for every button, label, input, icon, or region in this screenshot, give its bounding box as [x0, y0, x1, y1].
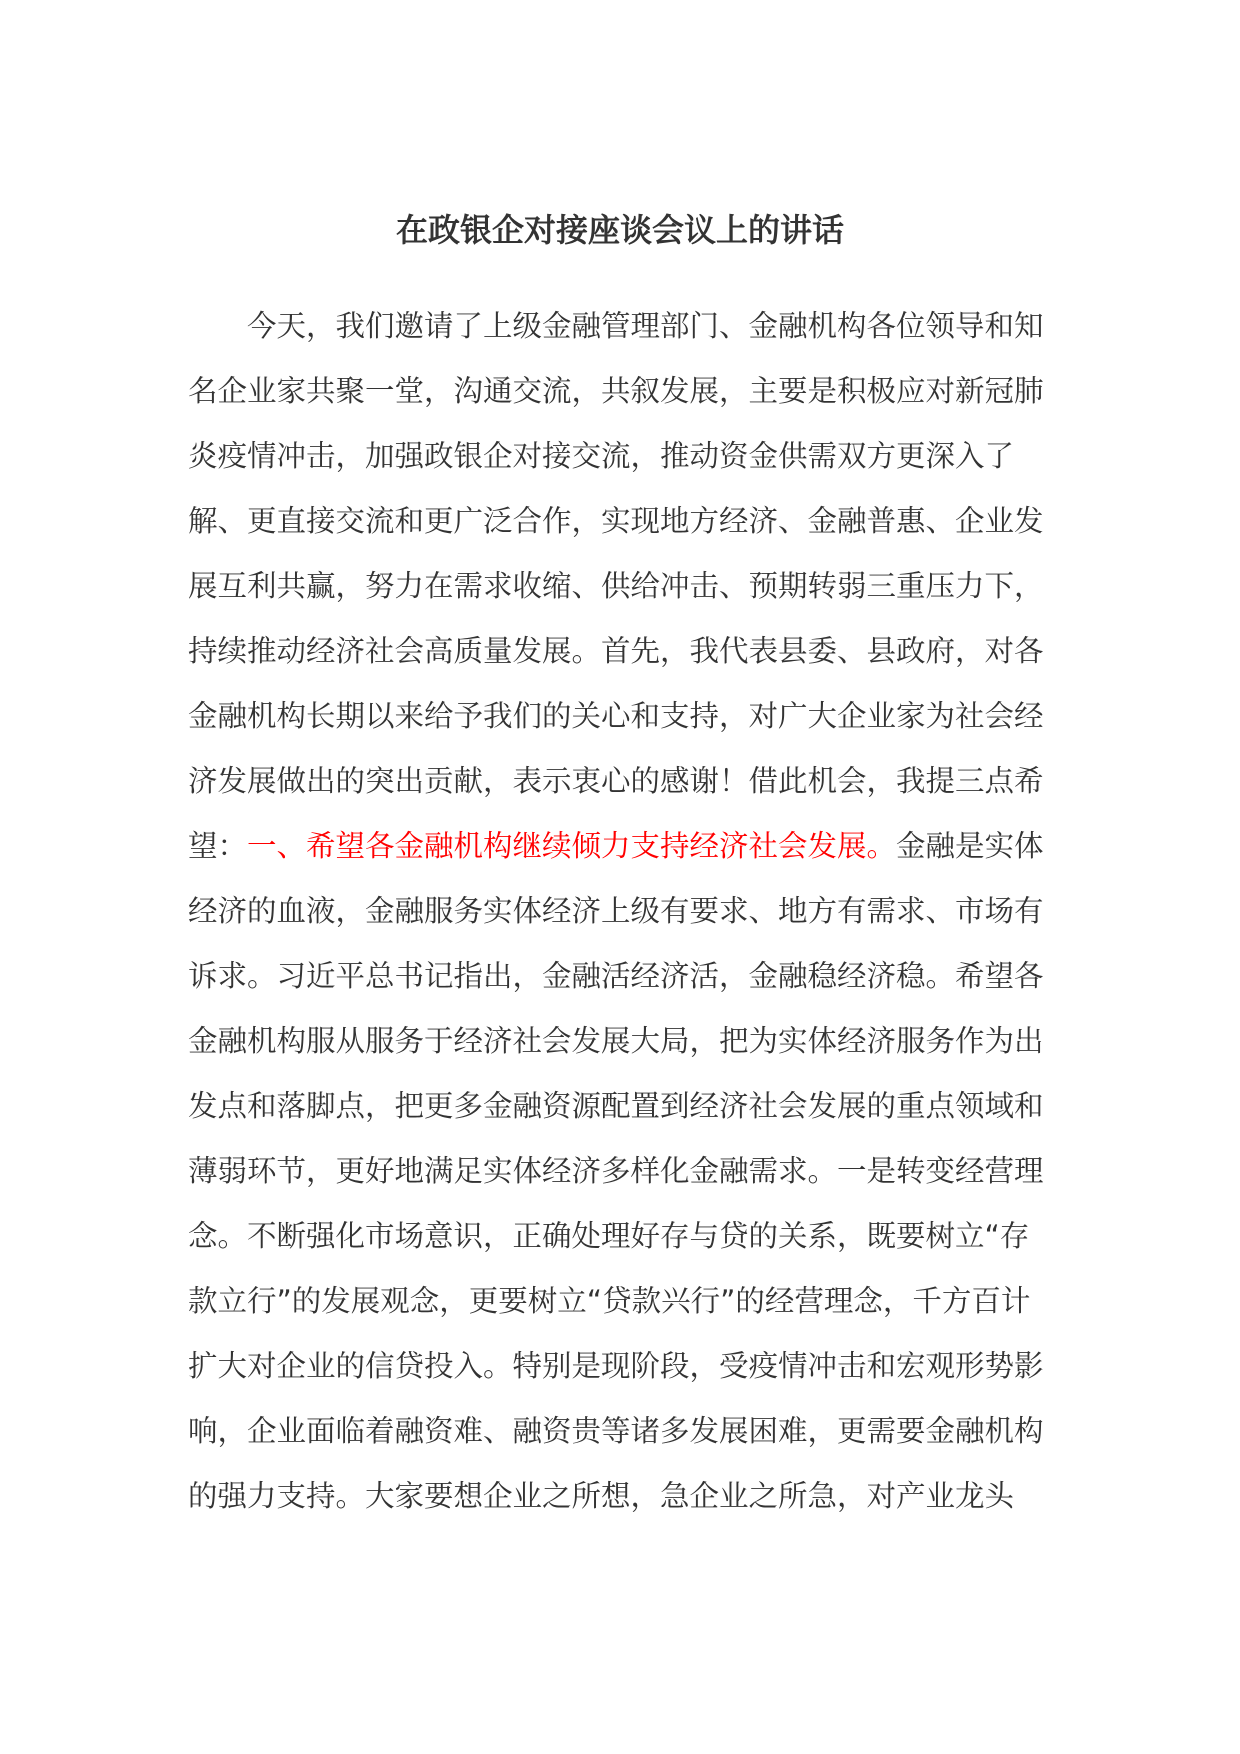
document-title: 在政银企对接座谈会议上的讲话 [395, 211, 844, 249]
paragraph-intro: 今天，我们邀请了上级金融管理部门、金融机构各位领导和知名企业家共聚一堂，沟通交流，共叙发展，主要是积极应对新冠肺炎疫情冲击，加强政银企对接交流，推动资金供需双方更深入了解、更直接交流和更广泛合作，实现地方经济、金融普惠、企业发展互利共赢，努力在需求收缩、供给冲击、预期转弱三重压力下，持续推动经济社会高质量发展。首先，我代表县委、县政府，对各金融机构长期以来给予我们的关心和支持，对广大企业家为社会经济发展做出的突出贡献，表示衷心的感谢！借此机会，我提三点希望： [188, 309, 1044, 863]
section-heading-first-hope: 一、希望各金融机构继续倾力支持经济社会发展。 [247, 829, 897, 863]
paragraph-first-hope [188, 814, 1048, 1529]
paragraph-first-hope-body: 金融是实体经济的血液，金融服务实体经济上级有要求、地方有需求、市场有诉求。习近平总书记指出，金融活经济活，金融稳经济稳。希望各金融机构服从服务于经济社会发展大局，把为实体经济服务作为出发点和落脚点，把更多金融资源配置到经济社会发展的重点领域和薄弱环节，更好地满足实体经济多样化金融需求。一是转变经营理念。不断强化市场意识，正确处理好存与贷的关系，既要树立“存款立行”的发展观念，更要树立“贷款兴行”的经营理念，千方百计扩大对企业的信贷投入。特别是现阶段，受疫情冲击和宏观形势影响，企业面临着融资难、融资贵等诸多发展困难，更需要金融机构的强力支持。大家要想企业之所想，急企业之所急，对产业龙头 [188, 829, 1044, 1513]
